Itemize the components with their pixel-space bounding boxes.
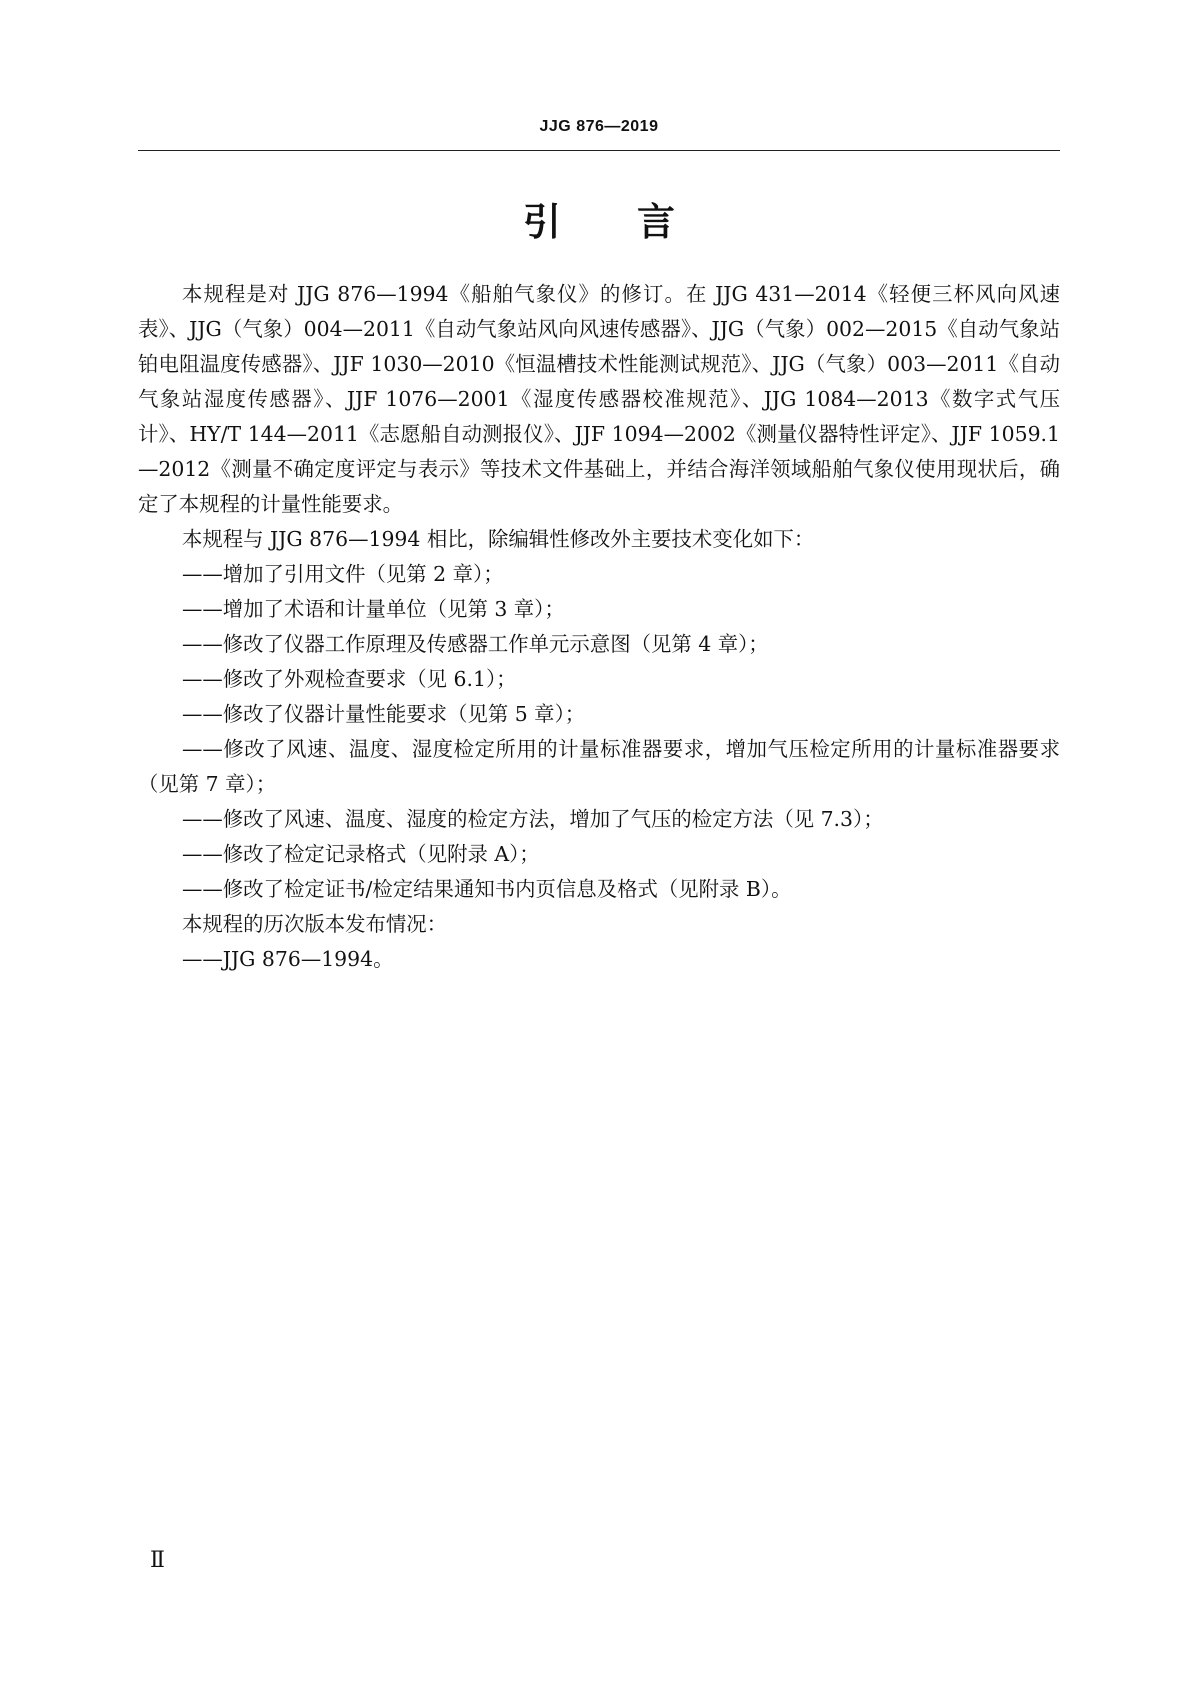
change-item: ——修改了风速、温度、湿度检定所用的计量标准器要求，增加气压检定所用的计量标准器要求（见第 7 章）； <box>138 737 1060 796</box>
change-item: ——修改了检定记录格式（见附录 A）； <box>182 842 540 866</box>
change-item: ——增加了引用文件（见第 2 章）； <box>182 562 504 586</box>
document-body <box>138 277 1060 977</box>
page-header-doc-code: JJG 876—2019 <box>539 118 659 135</box>
page-number: Ⅱ <box>150 1548 165 1573</box>
change-item: ——修改了检定证书/检定结果通知书内页信息及格式（见附录 B）。 <box>182 877 792 901</box>
history-heading: 本规程的历次版本发布情况： <box>182 912 448 936</box>
header-divider <box>138 150 1060 151</box>
change-item: ——修改了仪器工作原理及传感器工作单元示意图（见第 4 章）； <box>182 632 769 656</box>
change-item: ——修改了外观检查要求（见 6.1）； <box>182 667 517 691</box>
page-title: 引言 <box>522 200 751 244</box>
intro-paragraph: 本规程是对 JJG 876—1994《船舶气象仪》的修订。在 JJG 431—2014《轻便三杯风向风速表》、JJG（气象）004—2011《自动气象站风向风速传感器》、JJG（气象）002—2015《自动气象站铂电阻温度传感器》、JJF 1030—2010《恒温槽技术性能测试规范》、JJG（气象）003—2011《自动气象站湿度传感器》、JJF 1076—2001《湿度传感器校准规范》、JJG 1084—2013《数字式气压计》、HY/T 144—2011《志愿船自动测报仪》、JJF 1094—2002《测量仪器特性评定》、JJF 1059.1—2012《测量不确定度评定与表示》等技术文件基础上，并结合海洋领域船舶气象仪使用现状后，确定了本规程的计量性能要求。 <box>138 282 1060 516</box>
change-item: ——修改了仪器计量性能要求（见第 5 章）； <box>182 702 586 726</box>
changes-intro-paragraph: 本规程与 JJG 876—1994 相比，除编辑性修改外主要技术变化如下： <box>182 527 815 551</box>
change-item: ——修改了风速、温度、湿度的检定方法，增加了气压的检定方法（见 7.3）； <box>182 807 884 831</box>
history-item: ——JJG 876—1994。 <box>182 947 394 971</box>
change-item: ——增加了术语和计量单位（见第 3 章）； <box>182 597 565 621</box>
